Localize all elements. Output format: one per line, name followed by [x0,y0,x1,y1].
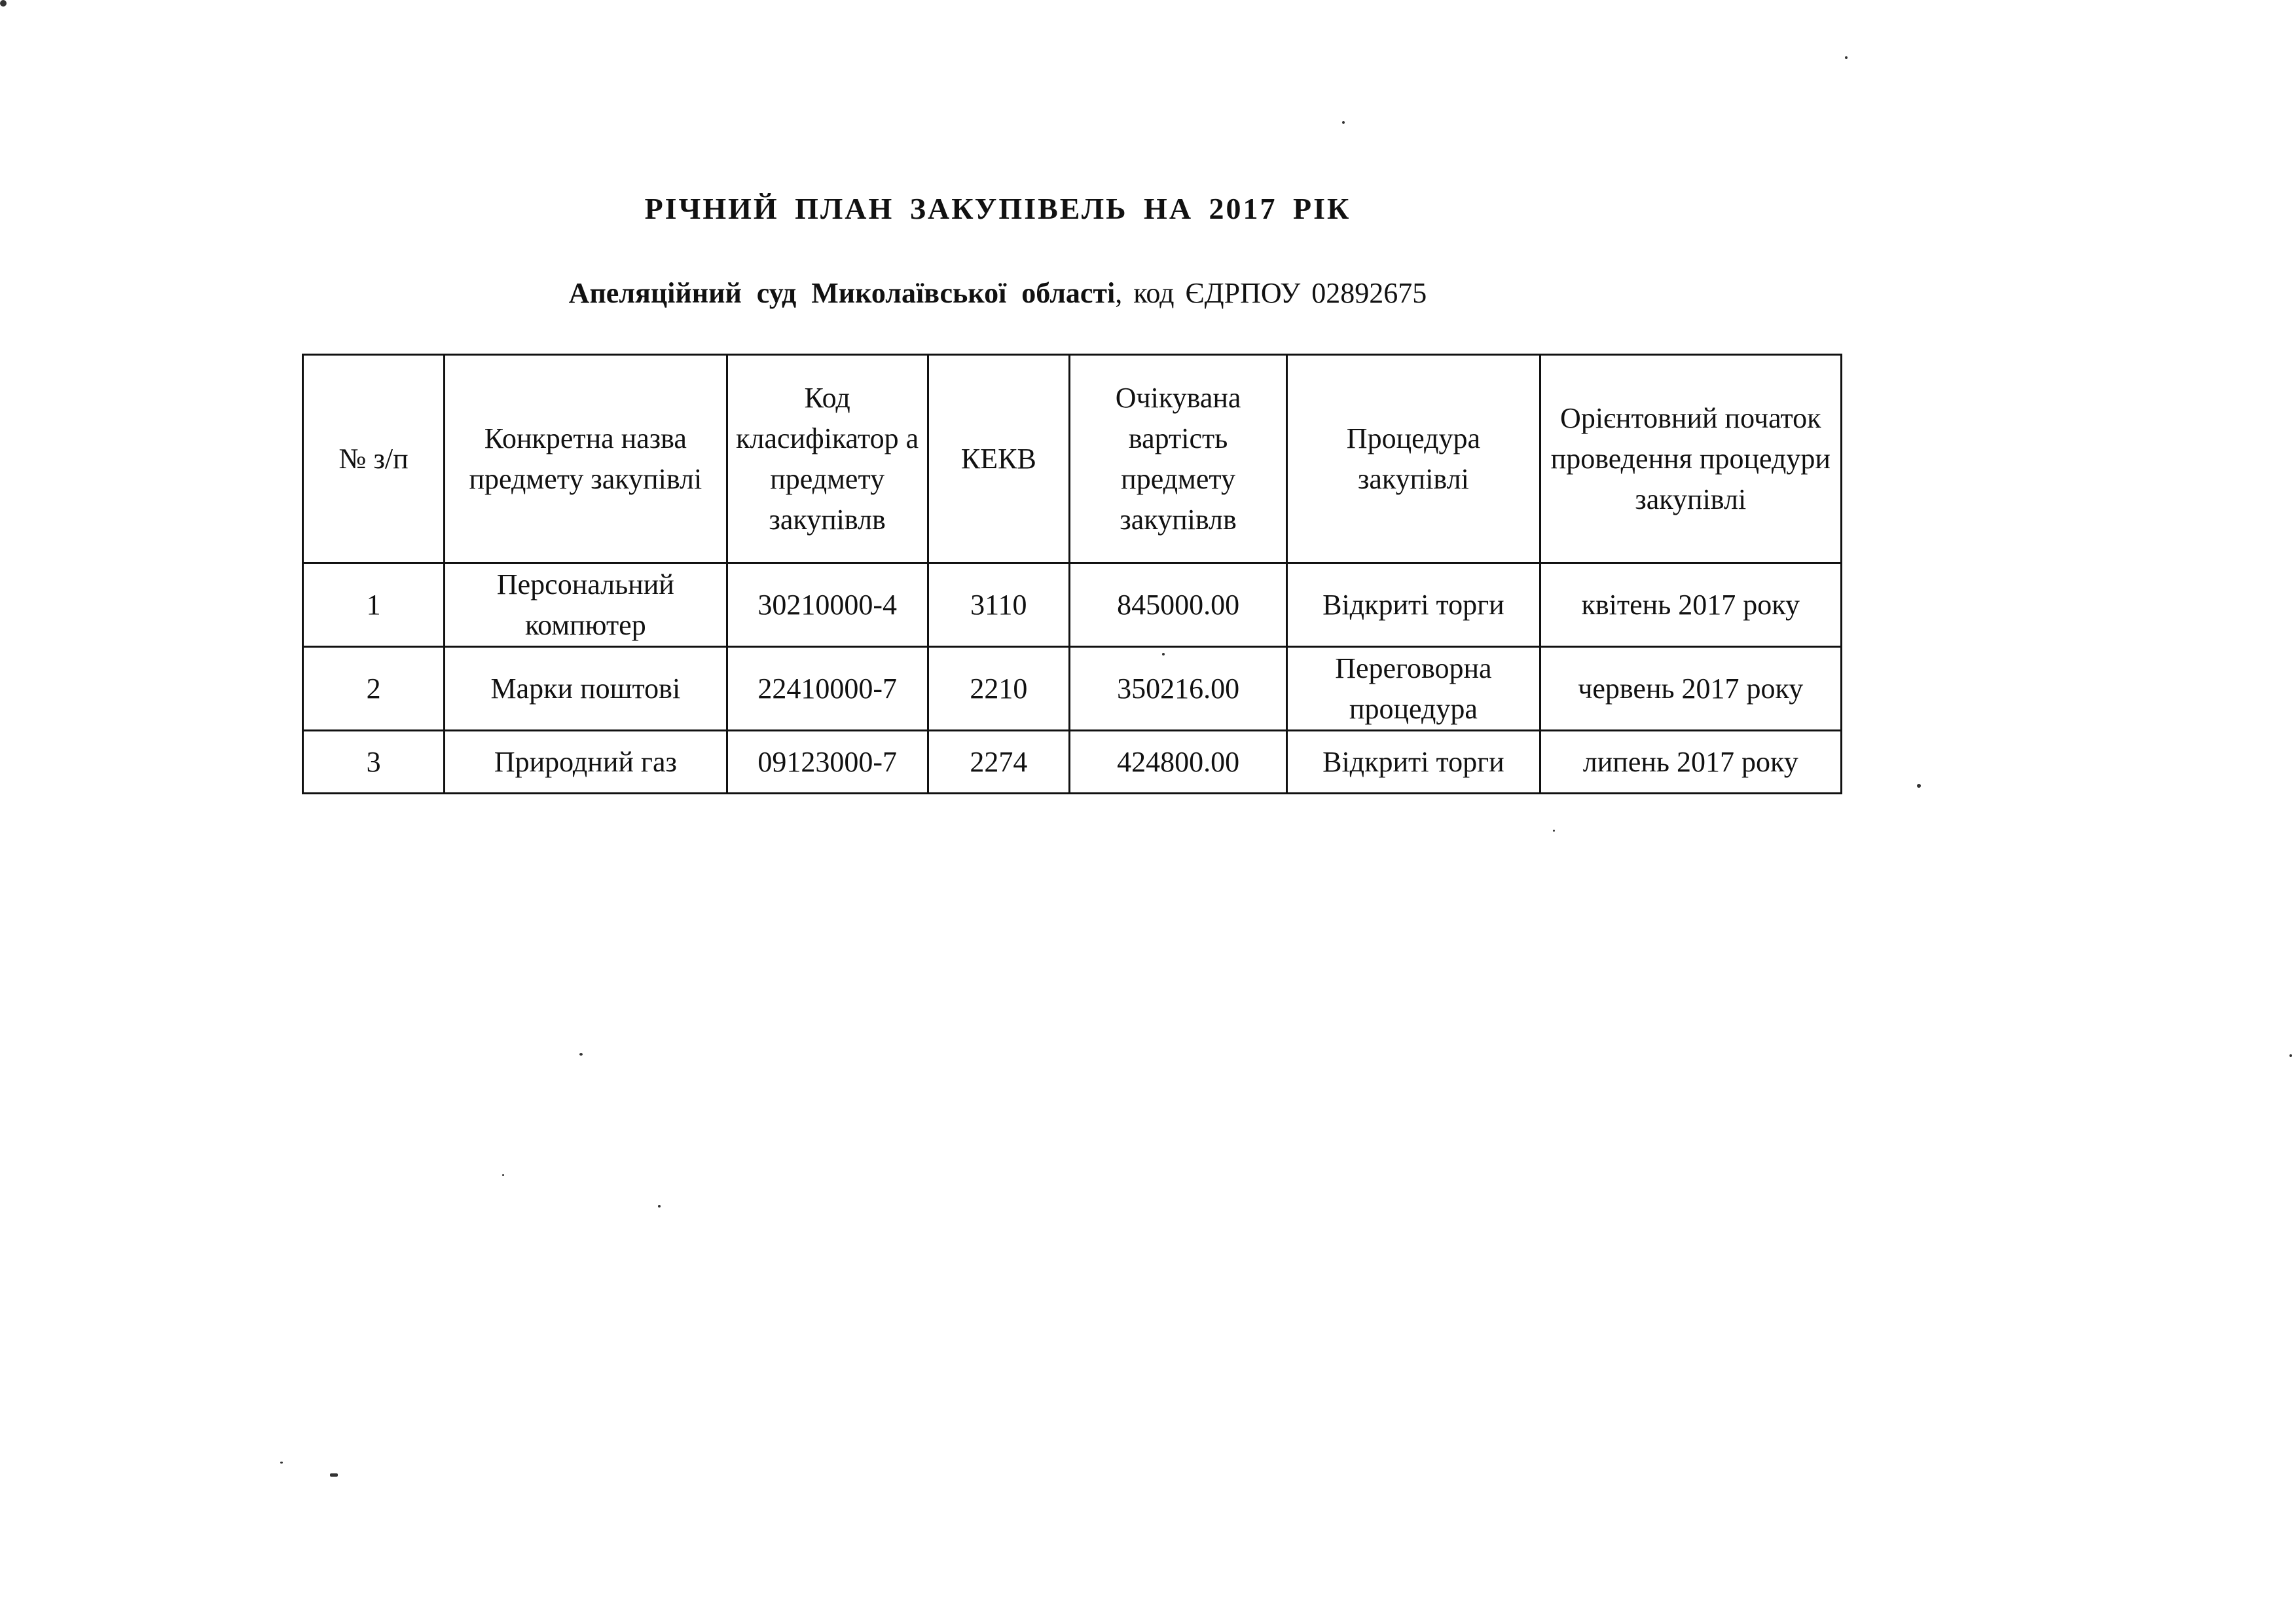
header-item-name: Конкретна назва предмету закупівлі [445,355,727,563]
organization-code: , код ЄДРПОУ 02892675 [1115,277,1427,309]
scan-speck [502,1174,504,1176]
scan-speck [1342,121,1345,124]
scan-speck [1917,784,1921,788]
cell-procedure: Відкриті торги [1287,563,1540,647]
cell-number: 3 [303,731,445,794]
cell-item-name: Персональний компютер [445,563,727,647]
scan-speck [280,1462,283,1464]
cell-procedure: Відкриті торги [1287,731,1540,794]
scan-speck [0,0,7,7]
scan-speck [1162,653,1165,655]
cell-classifier-code: 09123000-7 [727,731,928,794]
cell-expected-cost: 350216.00 [1069,647,1286,731]
table-header-row [303,355,1842,563]
table-row [303,647,1842,731]
header-procedure: Процедура закупівлі [1287,355,1540,563]
cell-item-name: Природний газ [445,731,727,794]
cell-kekv: 3110 [928,563,1069,647]
cell-start-date: червень 2017 року [1540,647,1841,731]
cell-classifier-code: 30210000-4 [727,563,928,647]
procurement-plan-table [302,354,1842,794]
document-subtitle [0,276,1995,310]
scan-speck [1845,56,1848,59]
cell-start-date: квітень 2017 року [1540,563,1841,647]
table-row [303,563,1842,647]
cell-expected-cost: 845000.00 [1069,563,1286,647]
cell-number: 2 [303,647,445,731]
scan-speck [330,1473,338,1477]
scan-speck [2289,1054,2292,1057]
document-title: РІЧНИЙ ПЛАН ЗАКУПІВЕЛЬ НА 2017 РІК [644,192,1351,225]
cell-kekv: 2210 [928,647,1069,731]
scan-speck [658,1205,661,1208]
table-row [303,731,1842,794]
header-expected-cost: Очікувана вартість предмету закупівлв [1069,355,1286,563]
cell-number: 1 [303,563,445,647]
cell-classifier-code: 22410000-7 [727,647,928,731]
scan-speck [579,1053,583,1056]
header-start-date: Орієнтовний початок проведення процедури закупівлі [1540,355,1841,563]
cell-item-name: Марки поштові [445,647,727,731]
cell-procedure: Переговорна процедура [1287,647,1540,731]
header-number: № з/п [303,355,445,563]
cell-expected-cost: 424800.00 [1069,731,1286,794]
scan-speck [1553,830,1555,832]
cell-kekv: 2274 [928,731,1069,794]
header-kekv: КЕКВ [928,355,1069,563]
organization-name: Апеляційний суд Миколаївської області [568,277,1116,309]
cell-start-date: липень 2017 року [1540,731,1841,794]
header-classifier-code: Код класифікатор а предмету закупівлв [727,355,928,563]
